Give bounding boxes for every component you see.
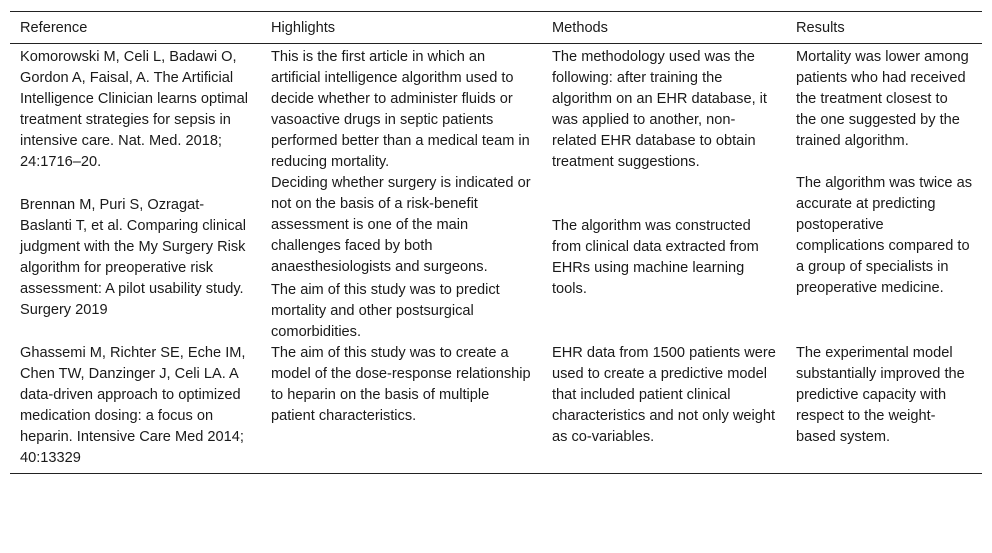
cell-highlights: This is the first article in which an artificial intelligence algorithm used to decide whether to administer fluids or vasoactive drugs in septic patients performed better than a medical team in reducing mortality. [271,49,530,170]
table-row [10,173,982,343]
cell-reference: Komorowski M, Celi L, Badawi O, Gordon A, Faisal, A. The Artificial Intelligence Clinician learns optimal treatment strategies for sepsis in intensive care. Nat. Med. 2018; 24:1716–20. [20,49,248,170]
cell-methods: The algorithm was constructed from clinical data extracted from EHRs using machine learning tools. [552,218,759,297]
cell-results: The experimental model substantially improved the predictive capacity with respect to the weight-based system. [786,343,982,474]
header-reference: Reference [10,12,261,44]
highlights-paragraph: The aim of this study was to predict mortality and other postsurgical comorbidities. [271,282,500,340]
table-row [10,343,982,474]
cell-methods: EHR data from 1500 patients were used to create a predictive model that included patient clinical characteristics and not only weight as co-variables. [542,343,786,474]
comparison-table [10,11,982,474]
cell-highlights [261,173,542,343]
table-row [10,44,982,174]
header-methods: Methods [542,12,786,44]
header-row [10,12,982,44]
header-results: Results [786,12,982,44]
comparison-table-container [10,11,982,474]
cell-results: The algorithm was twice as accurate at predicting postoperative complications compared to a group of specialists in preoperative medicine. [796,175,973,296]
highlights-paragraph: Deciding whether surgery is indicated or not on the basis of a risk-benefit assessment is one of the main challenges faced by both anaesthesiologists and surgeons. [271,175,531,275]
table-header [10,12,982,44]
header-highlights: Highlights [261,12,542,44]
cell-reference: Ghassemi M, Richter SE, Eche IM, Chen TW, Danzinger J, Celi LA. A data-driven approach to optimized medication dosing: a focus on heparin. Intensive Care Med 2014; 40:13329 [10,343,261,474]
cell-results: Mortality was lower among patients who had received the treatment closest to the one suggested by the trained algorithm. [796,49,969,149]
cell-highlights: The aim of this study was to create a model of the dose-response relationship to heparin on the basis of multiple patient characteristics. [261,343,542,474]
cell-reference: Brennan M, Puri S, Ozragat-Baslanti T, et al. Comparing clinical judgment with the My Surgery Risk algorithm for preoperative risk assessment: A pilot usability study. Surgery 2019 [20,197,247,318]
table-body [10,44,982,474]
cell-methods: The methodology used was the following: after training the algorithm on an EHR database, it was applied to another, non-related EHR database to obtain treatment suggestions. [552,49,767,170]
